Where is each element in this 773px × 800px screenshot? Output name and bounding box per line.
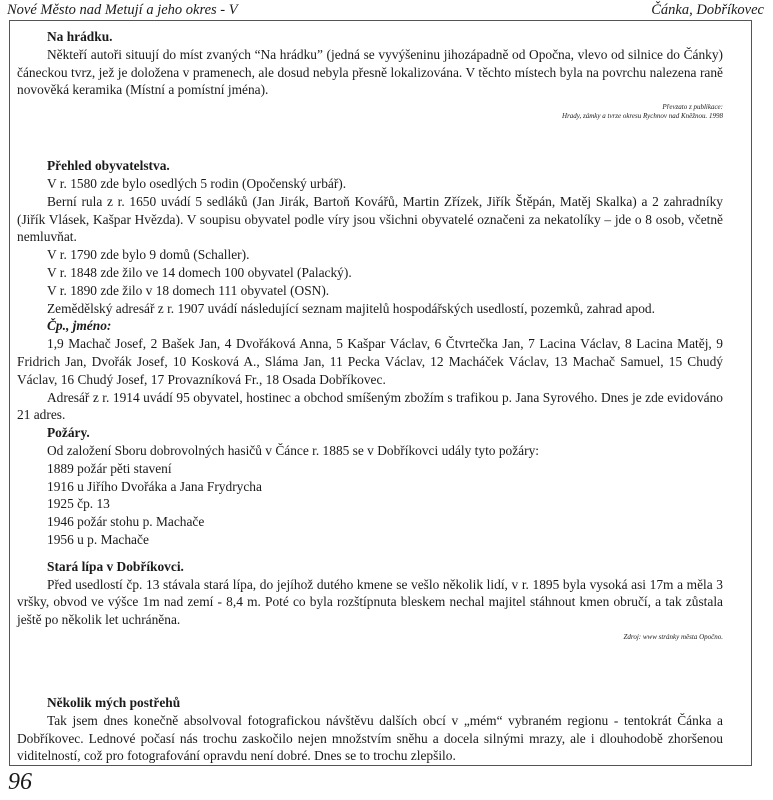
page-content (17, 28, 723, 765)
section-heading-linden: Stará lípa v Dobříkovci. (47, 558, 184, 574)
na-hradku-paragraph: Někteří autoři situují do míst zvaných “Na hrádku” (jedná se vyvýšeninu jihozápadně od Opočna, vlevo od silnice do Čánky) čáneckou tvrz, jež je doložena v pramenech, ale dosud nebyla přesně lokalizována. V těchto místech byla na povrchu nalezena raně novověká keramika (Místní a pomístní jména). (17, 46, 723, 98)
source-note-line-1: Převzato z publikace: (662, 103, 723, 112)
population-paragraph-1848: V r. 1848 zde žilo ve 14 domech 100 obyvatel (Palacký). (47, 264, 352, 280)
section-heading-na-hradku: Na hrádku. (47, 29, 113, 44)
section-heading-population: Přehled obyvatelstva. (47, 158, 170, 174)
header-chapter: Čánka, Dobříkovec (651, 2, 764, 18)
source-note-line-2: Hrady, zámky a tvrze okresu Rychnov nad Kněžnou. 1998 (562, 112, 723, 121)
fire-item: 1956 u p. Machače (47, 531, 149, 547)
section-heading-fires: Požáry. (47, 425, 90, 441)
fire-item: 1946 požár stohu p. Machače (47, 514, 205, 530)
notes-paragraph: Tak jsem dnes konečně absolvoval fotografickou návštěvu dalších obcí v „mém“ vybraném regionu - tentokrát Čánka a Dobříkovec. Lednové počasí nás trochu zaskočilo nejen množstvím sněhu a docela silnými mrazy, ale i dlouhodobě zhoršenou viditelností, což pro fotografování opravdu není dobré. Dnes se to trochu zlepšilo. (17, 712, 723, 764)
source-note (17, 103, 723, 121)
linden-source-line: Zdroj: www stránky města Opočno. (623, 632, 723, 641)
fires-intro: Od založení Sboru dobrovolných hasičů v Čánce r. 1885 se v Dobříkovci udály tyto požáry: (47, 442, 539, 458)
fire-item: 1916 u Jiřího Dvořáka a Jana Frydrycha (47, 478, 262, 494)
page-number: 96 (8, 769, 32, 795)
population-paragraph-1914: Adresář z r. 1914 uvádí 95 obyvatel, hostinec a obchod smíšeným zbožím s trafikou p. Jana Syrového. Dnes je zde evidováno 21 adres. (17, 389, 723, 423)
linden-source-note (17, 633, 723, 642)
population-paragraph-1907: Zemědělský adresář z r. 1907 uvádí následující seznam majitelů hospodářských usedlostí, pozemků, zahrad apod. (47, 300, 655, 316)
cp-name-heading: Čp., jméno: (47, 318, 112, 334)
section-heading-notes: Několik mých postřehů (47, 694, 181, 710)
fire-item: 1925 čp. 13 (47, 496, 110, 512)
fire-item: 1889 požár pěti stavení (47, 460, 172, 476)
running-header (7, 0, 764, 20)
population-paragraph-1790: V r. 1790 zde bylo 9 domů (Schaller). (47, 247, 250, 263)
linden-paragraph: Před usedlostí čp. 13 stávala stará lípa, do jejíhož dutého kmene se vešlo několik lidí, v r. 1895 byla vysoká asi 17m a měla 3 vršky, obvod ve výšce 1m nad zemí - 8,4 m. Poté co byla rozštípnuta bleskem nechal majitel stáhnout kmen obručí, a tak zůstala ještě po několik let uchráněna. (17, 576, 723, 628)
population-paragraph-1890: V r. 1890 zde žilo v 18 domech 111 obyvatel (OSN). (47, 282, 330, 298)
population-paragraph-1580: V r. 1580 zde bylo osedlých 5 rodin (Opočenský urbář). (47, 175, 347, 191)
header-title: Nové Město nad Metují a jeho okres - V (7, 2, 238, 18)
owners-list-paragraph: 1,9 Machač Josef, 2 Bašek Jan, 4 Dvořáková Anna, 5 Kašpar Václav, 6 Čtvrtečka Jan, 7 Lacina Václav, 8 Lacina Matěj, 9 Fridrich Jan, Dvořák Josef, 10 Kosková A., Sláma Jan, 11 Pecka Václav, 12 Macháček Václav, 13 Machač Samuel, 15 Chudý Václav, 16 Chudý Josef, 17 Provazníková Fr., 18 Osada Dobříkovec. (17, 336, 723, 387)
population-paragraph-1650: Berní rula z r. 1650 uvádí 5 sedláků (Jan Jirák, Bartoň Kovářů, Martin Zřízek, Jiřík Štěpán, Matěj Skalka) a 2 zahradníky (Jiřík Vlásek, Kašpar Hvězda). V soupisu obyvatel podle víry jsou všichni obyvatelé označeni za nekatolíky – jde o 8 osob, včetně nemluvňat. (17, 193, 723, 245)
